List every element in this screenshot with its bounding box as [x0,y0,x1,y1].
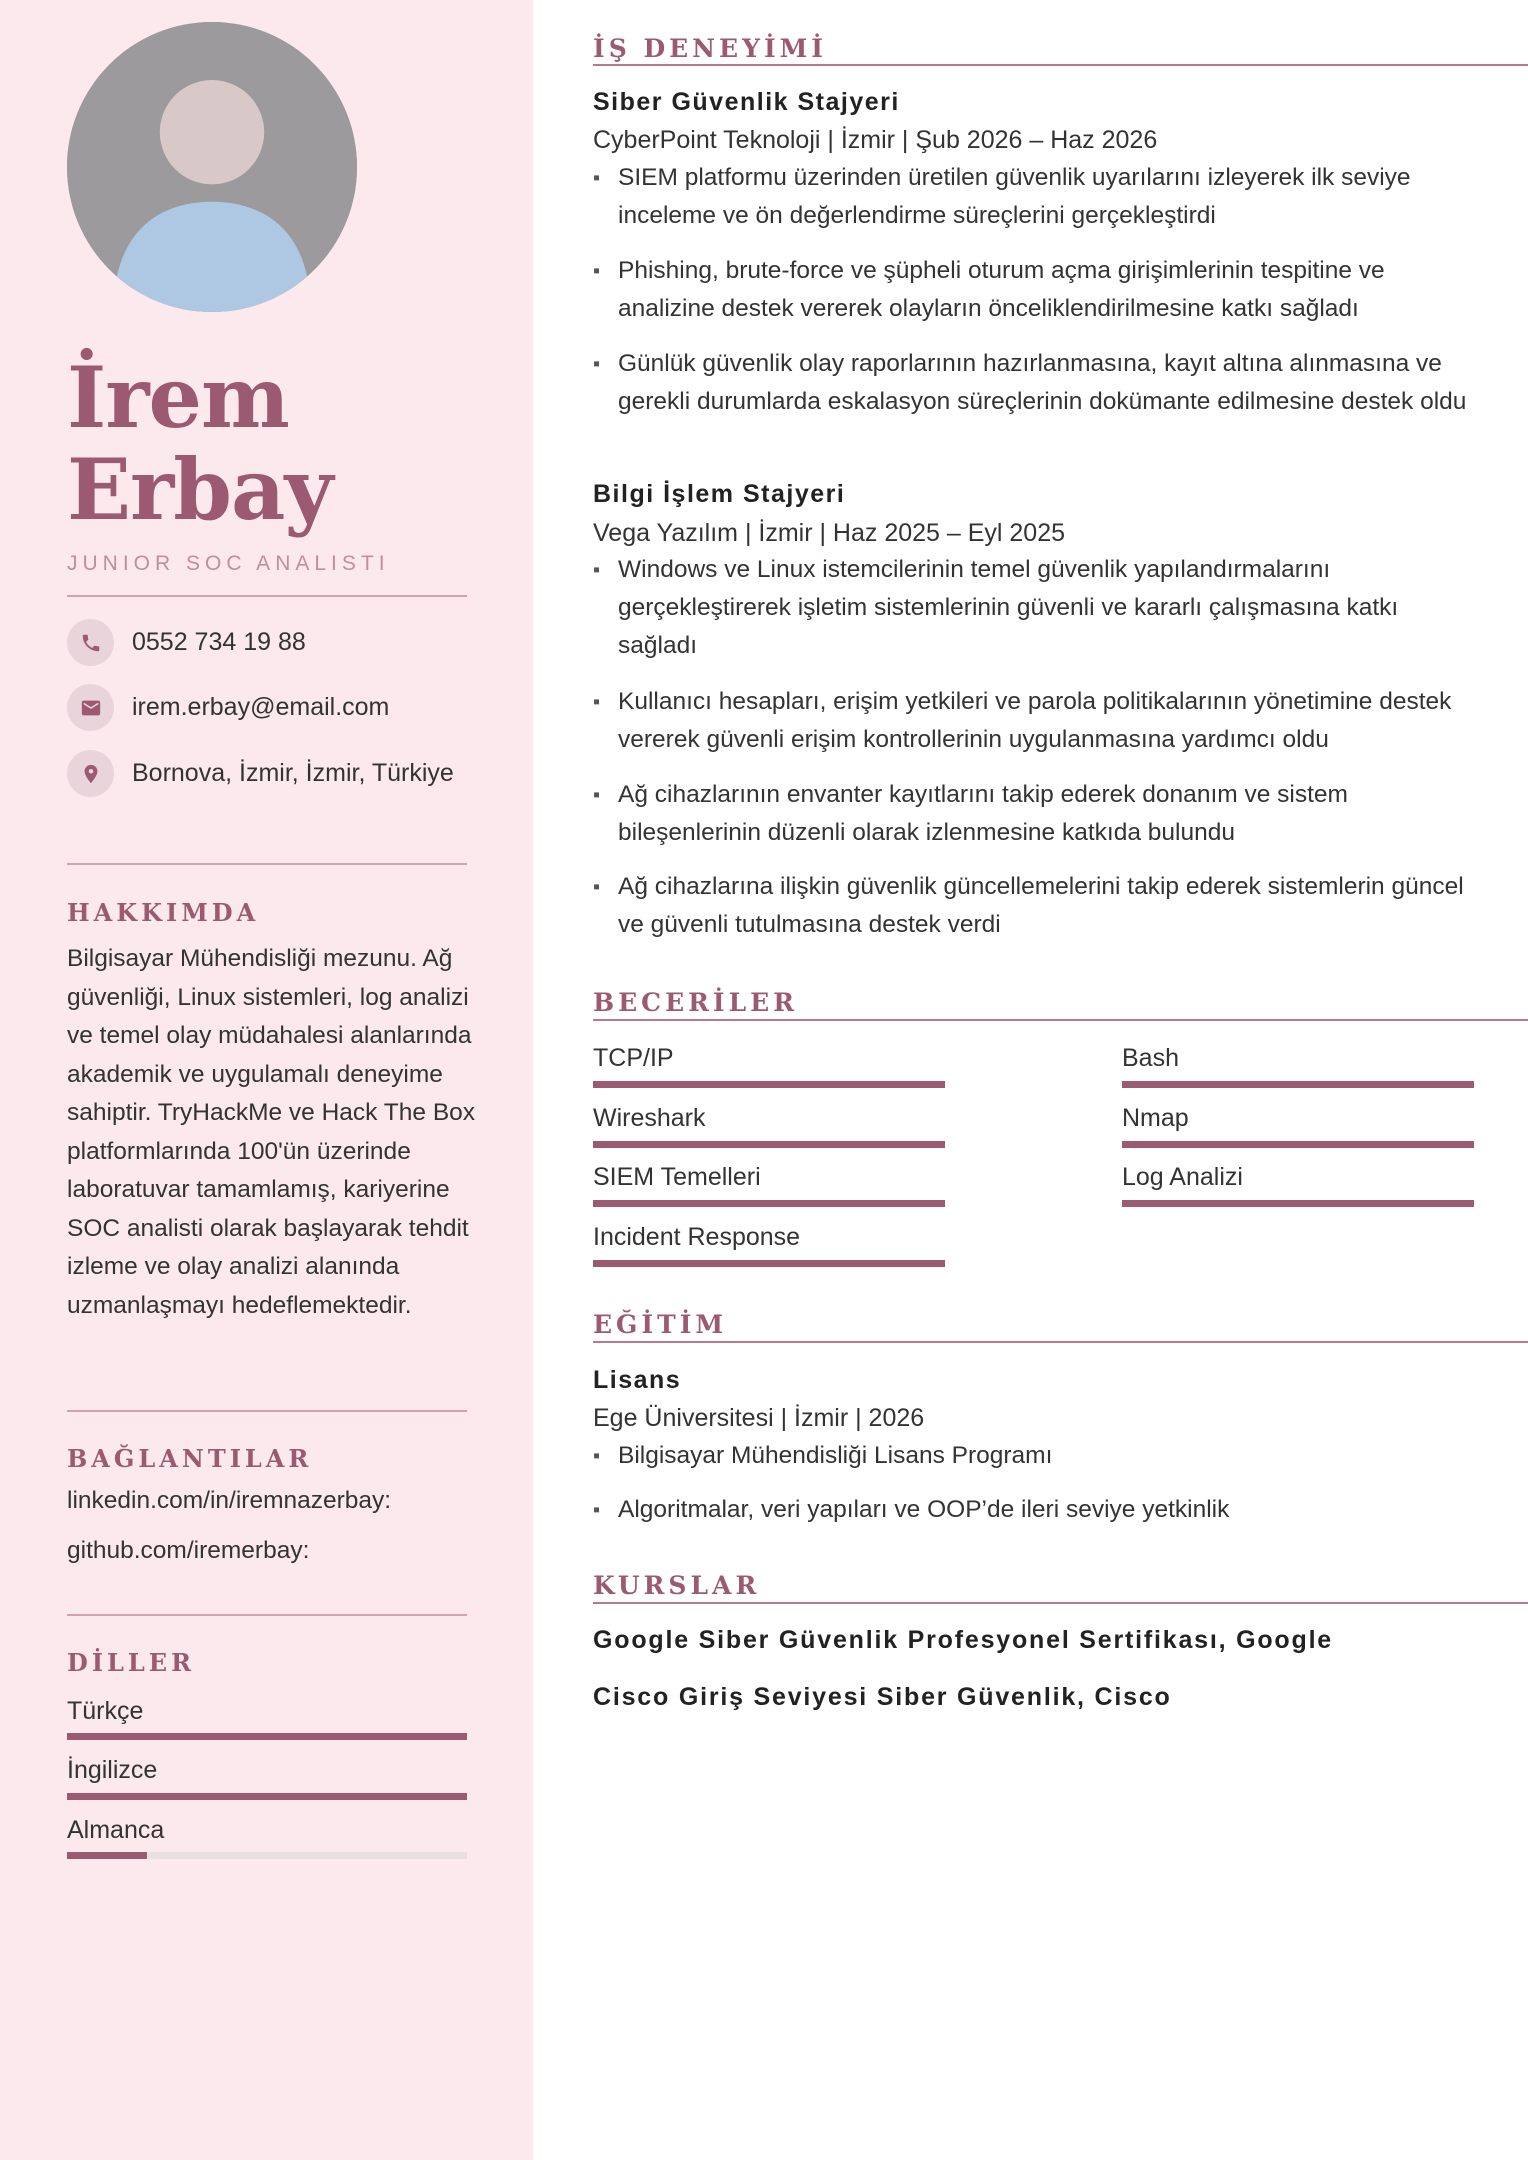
education-meta: Ege Üniversitesi | İzmir | 2026 [593,1404,925,1432]
skill-bar [593,1081,945,1088]
language-level-fill [67,1793,467,1800]
profile-photo [67,22,357,312]
job-2-bullet: ▪ Ağ cihazlarına ilişkin güvenlik güncellemelerini takip ederek sistemlerin güncel ve güvenli tutulmasına destek verdi [593,868,1483,944]
degree-title: Lisans [593,1366,682,1394]
section-rule [593,1019,1528,1021]
about-heading: HAKKIMDA [67,898,260,927]
skill-label: Log Analizi [1122,1163,1243,1191]
course-item: Google Siber Güvenlik Profesyonel Sertifikası, Google [593,1626,1334,1654]
languages-heading: DİLLER [67,1648,196,1677]
skill-bar [1122,1200,1474,1207]
section-rule [593,1341,1528,1343]
skill-bar [593,1260,945,1267]
divider [67,1410,467,1412]
email-icon [67,684,114,731]
job-2-meta: Vega Yazılım | İzmir | Haz 2025 – Eyl 2025 [593,519,1066,547]
job-1-title: Siber Güvenlik Stajyeri [593,88,900,116]
courses-heading: KURSLAR [593,1571,761,1600]
contact-location [67,750,454,797]
language-level-bar [67,1793,467,1800]
github-link[interactable]: github.com/iremerbay: [67,1537,310,1564]
phone-number[interactable]: 0552 734 19 88 [132,628,306,656]
location: Bornova, İzmir, İzmir, Türkiye [132,759,454,787]
section-rule [593,64,1528,66]
skill-bar [593,1200,945,1207]
job-1-bullet: ▪ Phishing, brute-force ve şüpheli oturum açma girişimlerinin tespitine ve analizine destek vererek olayların önceliklendirilmesine katkı sağladı [593,252,1483,328]
last-name: Erbay [67,440,333,539]
location-pin-icon [67,750,114,797]
about-text: Bilgisayar Mühendisliği mezunu. Ağ güvenliği, Linux sistemleri, log analizi ve temel olay müdahalesi alanlarında akademik ve uygulamalı deneyime sahiptir. TryHackMe ve Hack The Box platformlarında 100'ün üzerinde laboratuvar tamamlamış, kariyerine SOC analisti olarak başlayarak tehdit izleme ve olay analizi alanında uzmanlaşmayı hedeflemektedir. [67,945,476,1319]
job-2-title: Bilgi İşlem Stajyeri [593,480,846,508]
divider [67,595,467,597]
language-name: Türkçe [67,1697,144,1725]
skill-bar [1122,1081,1474,1088]
job-1-bullet: ▪ SIEM platformu üzerinden üretilen güvenlik uyarılarını izleyerek ilk seviye inceleme ve ön değerlendirme süreçlerini gerçekleştirdi [593,159,1483,235]
job-2-bullet: ▪ Kullanıcı hesapları, erişim yetkileri ve parola politikalarının yönetimine destek vererek güvenli erişim kontrollerinin uygulanmasına yardımcı oldu [593,683,1483,759]
divider [67,863,467,865]
job-1-meta: CyberPoint Teknoloji | İzmir | Şub 2026 – Haz 2026 [593,126,1158,154]
divider [67,1614,467,1616]
job-2-bullet: ▪ Ağ cihazlarının envanter kayıtlarını takip ederek donanım ve sistem bileşenlerinin düzenli olarak izlenmesine katkıda bulundu [593,776,1483,852]
contact-phone [67,619,306,666]
experience-heading: İŞ DENEYİMİ [593,34,828,63]
contact-email [67,684,389,731]
language-level-bar [67,1733,467,1740]
education-bullet: ▪ Bilgisayar Mühendisliği Lisans Programı [593,1437,1483,1475]
job-1-bullet: ▪ Günlük güvenlik olay raporlarının hazırlanmasına, kayıt altına alınmasına ve gerekli durumlarda eskalasyon süreçlerinin dokümante edilmesine destek oldu [593,345,1483,421]
section-rule [593,1602,1528,1604]
job-2-bullet: ▪ Windows ve Linux istemcilerinin temel güvenlik yapılandırmalarını gerçekleştirerek işletim sistemlerinin güvenli ve kararlı çalışmasına katkı sağladı [593,551,1483,665]
skills-heading: BECERİLER [593,988,799,1017]
course-item: Cisco Giriş Seviyesi Siber Güvenlik, Cisco [593,1683,1172,1711]
skill-label: Incident Response [593,1223,801,1251]
language-level-fill [67,1852,147,1859]
language-level-fill [67,1733,467,1740]
skill-label: Wireshark [593,1104,706,1132]
skill-label: SIEM Temelleri [593,1163,761,1191]
language-name: İngilizce [67,1756,158,1784]
language-name: Almanca [67,1816,165,1844]
email-address[interactable]: irem.erbay@email.com [132,693,390,721]
language-level-bar [67,1852,467,1859]
linkedin-link[interactable]: linkedin.com/in/iremnazerbay: [67,1487,392,1514]
candidate-name [67,348,507,539]
phone-icon [67,619,114,666]
skill-label: Bash [1122,1044,1179,1072]
education-bullet: ▪ Algoritmalar, veri yapıları ve OOP’de ileri seviye yetkinlik [593,1491,1483,1529]
first-name: İrem [67,348,289,447]
skill-bar [1122,1141,1474,1148]
avatar-placeholder-icon [67,22,357,312]
skill-label: TCP/IP [593,1044,674,1072]
job-title: JUNIOR SOC ANALISTI [67,552,390,575]
skill-label: Nmap [1122,1104,1189,1132]
skill-bar [593,1141,945,1148]
education-heading: EĞİTİM [593,1310,728,1339]
links-heading: BAĞLANTILAR [67,1444,313,1473]
